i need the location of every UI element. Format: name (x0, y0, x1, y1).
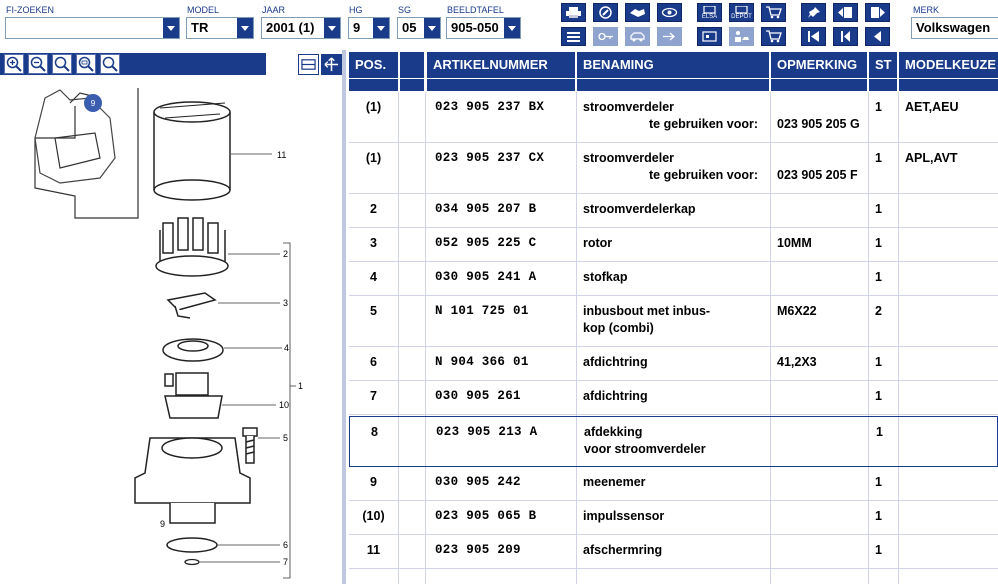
cell-st: 1 (875, 202, 882, 216)
cell-artikelnummer: 023 905 213 A (436, 425, 538, 439)
skip-back-icon (805, 30, 822, 43)
cell-st: 1 (875, 236, 882, 250)
cell-pos: 6 (370, 355, 377, 369)
car-button[interactable] (625, 27, 650, 46)
cell-artikelnummer: 023 905 065 B (435, 509, 537, 523)
cell-opmerking: 41,2X3 (777, 355, 817, 369)
wrench-circle-icon (597, 6, 614, 19)
print-button[interactable] (561, 3, 586, 22)
col-header-opmerking[interactable]: OPMERKING (771, 52, 867, 78)
col-header-benaming[interactable]: BENAMING (577, 52, 769, 78)
zoom-out-button[interactable] (28, 54, 48, 74)
table-row[interactable] (349, 467, 998, 501)
part-2[interactable] (156, 218, 228, 276)
person-car-icon (733, 30, 750, 43)
fi-zoeken-label: FI-ZOEKEN (6, 5, 55, 15)
beeldtafel-value: 905-050 (451, 20, 499, 35)
table-row[interactable] (349, 501, 998, 535)
cell-benaming-sub: te gebruiken voor: (649, 168, 759, 182)
model-label: MODEL (187, 5, 220, 15)
cell-modelkeuze: APL,AVT (905, 151, 958, 165)
step-back-icon (837, 30, 854, 43)
beeldtafel-select[interactable] (446, 17, 521, 39)
cell-benaming: stofkap (583, 270, 628, 284)
filter-cell (427, 79, 575, 91)
col-header-st[interactable]: ST (869, 52, 897, 78)
callout-6: 6 (283, 540, 289, 550)
parts-table (349, 52, 998, 584)
cell-st: 1 (875, 270, 882, 284)
callout-11: 11 (277, 150, 287, 160)
cell-benaming-line2: voor stroomverdeler (584, 442, 706, 456)
cell-st: 1 (875, 389, 882, 403)
list-icon (565, 30, 582, 43)
sg-value: 05 (402, 20, 417, 35)
cell-benaming: afschermring (583, 543, 663, 557)
top-toolbar (0, 0, 998, 50)
chevron-down-icon[interactable] (373, 18, 389, 38)
cell-pos: 5 (370, 304, 377, 318)
cell-st: 1 (875, 100, 882, 114)
hg-select[interactable] (348, 17, 390, 39)
elsa-button[interactable] (697, 3, 722, 22)
cell-benaming-sub: te gebruiken voor: (649, 117, 759, 131)
elsa-label: ELSA (701, 14, 718, 20)
cell-pos: (1) (365, 100, 382, 114)
sg-select[interactable] (397, 17, 441, 39)
cell-artikelnummer: 030 905 241 A (435, 270, 537, 284)
cell-artikelnummer: N 904 366 01 (435, 355, 529, 369)
cell-artikelnummer: 034 905 207 B (435, 202, 537, 216)
depot-label: DEPOT (731, 14, 752, 20)
first-button[interactable] (801, 27, 826, 46)
cell-pos: (1) (365, 151, 382, 165)
table-row[interactable] (349, 143, 998, 194)
part-4[interactable] (163, 339, 223, 361)
add-to-cart-button[interactable] (761, 27, 786, 46)
marker-9-label: 9 (90, 99, 96, 108)
jaar-select[interactable] (261, 17, 341, 39)
zoom-in-button[interactable] (4, 54, 24, 74)
split-view-icon (301, 57, 316, 72)
cell-st: 1 (876, 425, 883, 439)
cell-st: 1 (875, 151, 882, 165)
chevron-down-icon[interactable] (163, 18, 179, 38)
service-button[interactable] (593, 3, 618, 22)
cell-opmerking-sub: 023 905 205 F (777, 168, 858, 182)
col-header-artikelnummer[interactable]: ARTIKELNUMMER (427, 52, 575, 78)
list-button[interactable] (561, 27, 586, 46)
merk-label: MERK (913, 5, 940, 15)
exploded-parts-diagram (0, 78, 342, 584)
cart-icon (765, 6, 782, 19)
cell-artikelnummer: 052 905 225 C (435, 236, 537, 250)
cell-benaming: meenemer (583, 475, 646, 489)
chevron-down-icon[interactable] (237, 18, 253, 38)
next-page-button[interactable] (865, 3, 890, 22)
car-icon (629, 30, 646, 43)
table-row-selected[interactable] (349, 416, 998, 467)
table-row[interactable] (349, 535, 998, 569)
pin-button[interactable] (801, 3, 826, 22)
callout-2: 2 (283, 249, 289, 259)
model-select[interactable] (186, 17, 254, 39)
zoom-100-icon (78, 56, 94, 72)
chevron-down-icon[interactable] (424, 18, 440, 38)
col-header-blank[interactable] (400, 52, 424, 78)
callout-5: 5 (283, 433, 289, 443)
filter-cell (899, 79, 998, 91)
eye-button[interactable] (657, 3, 682, 22)
zoom-out-icon (30, 56, 46, 72)
cart-list-button[interactable] (761, 3, 786, 22)
cell-pos: 7 (370, 389, 377, 403)
part-3[interactable] (168, 293, 215, 318)
cell-pos: 4 (370, 270, 377, 284)
group-bracket (283, 243, 296, 578)
cell-benaming: afdekking (584, 425, 643, 439)
cell-st: 1 (875, 543, 882, 557)
cell-pos: 3 (370, 236, 377, 250)
magnifier-icon (102, 56, 118, 72)
cell-st: 1 (875, 509, 882, 523)
merk-value: Volkswagen (916, 20, 991, 35)
module-icon (701, 30, 718, 43)
col-header-pos[interactable]: POS. (349, 52, 398, 78)
table-row[interactable] (349, 347, 998, 381)
cell-opmerking: M6X22 (777, 304, 817, 318)
filter-cell (869, 79, 897, 91)
expand-button[interactable] (321, 54, 342, 75)
cell-benaming: stroomverdeler (583, 100, 675, 114)
cell-st: 1 (875, 475, 882, 489)
prev-page-button[interactable] (833, 3, 858, 22)
table-row[interactable] (349, 262, 998, 296)
zoom-in-icon (6, 56, 22, 72)
table-row[interactable] (349, 296, 998, 347)
cell-benaming: stroomverdeler (583, 151, 675, 165)
back-button[interactable] (833, 27, 858, 46)
cell-st: 1 (875, 355, 882, 369)
part-5[interactable] (243, 428, 257, 463)
col-header-modelkeuze[interactable]: MODELKEUZE (899, 52, 998, 78)
cell-benaming: inbusbout met inbus- (583, 304, 711, 318)
cell-benaming: impulssensor (583, 509, 665, 523)
model-value: TR (191, 20, 209, 35)
handshake-button[interactable] (625, 3, 650, 22)
cell-opmerking: 10MM (777, 236, 812, 250)
cell-pos: 2 (370, 202, 377, 216)
beeldtafel-label: BEELDTAFEL (447, 5, 504, 15)
cell-opmerking-sub: 023 905 205 G (777, 117, 860, 131)
callout-4: 4 (284, 343, 290, 353)
page-forward-icon (869, 6, 886, 19)
chevron-down-icon[interactable] (324, 18, 340, 38)
zoom-100-button[interactable] (76, 54, 96, 74)
cell-artikelnummer: 030 905 242 (435, 475, 521, 489)
cell-artikelnummer: 030 905 261 (435, 389, 521, 403)
filter-cell (577, 79, 769, 91)
pin-icon (805, 6, 822, 19)
callout-1: 1 (298, 381, 304, 391)
cell-pos: 8 (371, 425, 378, 439)
user-car-button[interactable] (729, 27, 754, 46)
key-button[interactable] (593, 27, 618, 46)
callout-10: 10 (279, 400, 290, 410)
zoom-fit-button[interactable] (52, 54, 72, 74)
part-7[interactable] (185, 560, 199, 565)
part-10[interactable] (165, 373, 222, 418)
arrow-right-icon (661, 30, 678, 43)
filter-cell (771, 79, 867, 91)
sg-label: SG (398, 5, 412, 15)
callout-7: 7 (283, 557, 289, 567)
jaar-value: 2001 (1) (266, 20, 315, 35)
zoom-fit-icon (54, 56, 70, 72)
cell-artikelnummer: 023 905 237 BX (435, 100, 545, 114)
distributor-housing[interactable] (135, 438, 250, 523)
module-button[interactable] (697, 27, 722, 46)
page-back-icon (837, 6, 854, 19)
cell-benaming: rotor (583, 236, 613, 250)
zoom-reset-button[interactable] (100, 54, 120, 74)
callout-9: 9 (160, 519, 166, 529)
part-6[interactable] (167, 538, 217, 552)
handshake-icon (629, 6, 646, 19)
cell-artikelnummer: 023 905 209 (435, 543, 521, 557)
pane-splitter[interactable] (342, 50, 346, 584)
printer-icon (565, 6, 582, 19)
previous-button[interactable] (865, 27, 890, 46)
jaar-label: JAAR (262, 5, 286, 15)
filter-cell (349, 79, 398, 91)
cell-benaming: afdichtring (583, 355, 648, 369)
callout-3: 3 (283, 298, 289, 308)
table-row[interactable] (349, 194, 998, 228)
split-view-button[interactable] (298, 54, 319, 75)
hg-value: 9 (353, 20, 361, 35)
eye-icon (661, 6, 678, 19)
key-icon (597, 30, 614, 43)
filter-cell (400, 79, 424, 91)
cell-pos: (10) (362, 509, 385, 523)
cell-artikelnummer: 023 905 237 CX (435, 151, 545, 165)
part-11[interactable] (154, 102, 230, 200)
triangle-left-icon (869, 30, 886, 43)
move-arrows-icon (324, 57, 339, 72)
depot-button[interactable] (729, 3, 754, 22)
cell-pos: 11 (366, 543, 381, 557)
cell-pos: 9 (370, 475, 377, 489)
table-row[interactable] (349, 228, 998, 262)
cell-benaming: afdichtring (583, 389, 648, 403)
hg-label: HG (349, 5, 363, 15)
cell-artikelnummer: N 101 725 01 (435, 304, 529, 318)
skip-button[interactable] (657, 27, 682, 46)
cart-icon (765, 30, 782, 43)
table-row[interactable] (349, 92, 998, 143)
chevron-down-icon[interactable] (504, 18, 520, 38)
cell-st: 2 (875, 304, 882, 318)
table-row[interactable] (349, 381, 998, 415)
cell-benaming-line2: kop (combi) (583, 321, 654, 335)
cell-modelkeuze: AET,AEU (905, 100, 959, 114)
cell-benaming: stroomverdelerkap (583, 202, 696, 216)
merk-select[interactable] (911, 17, 998, 39)
fi-zoeken-select[interactable] (5, 17, 180, 39)
